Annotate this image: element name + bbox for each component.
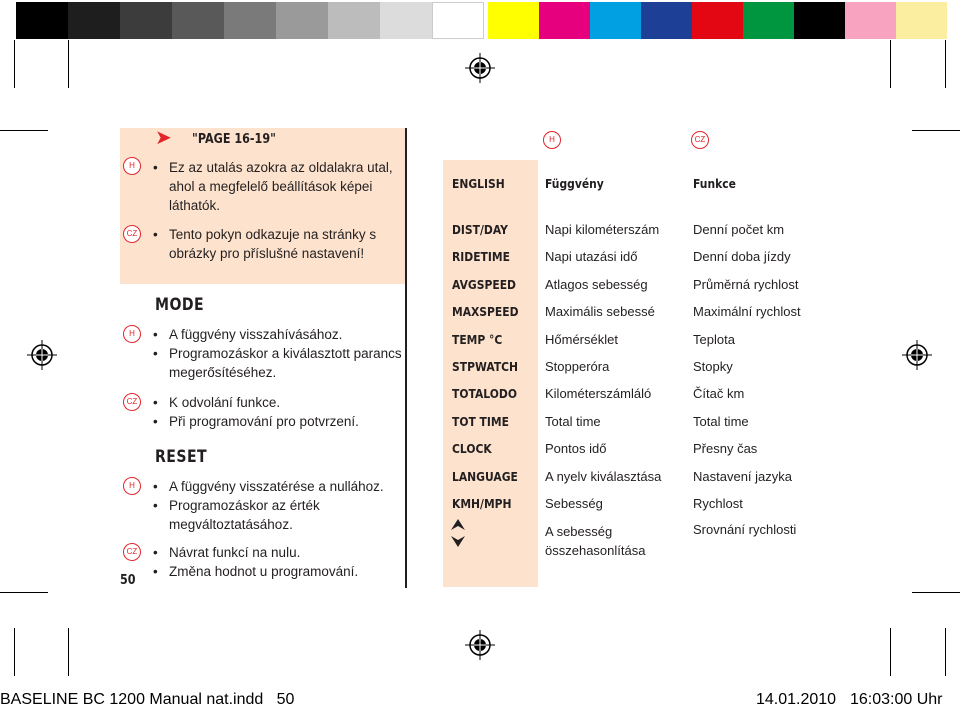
list-item-text: Změna hodnot u programování. xyxy=(169,564,359,579)
bullet: • xyxy=(153,545,158,560)
gray-swatch xyxy=(224,2,276,39)
gray-swatch xyxy=(68,2,120,39)
cell-hungarian: Napi utazási idő xyxy=(545,249,638,265)
footer-date: 14.01.2010 xyxy=(756,691,837,708)
bullet: • xyxy=(153,395,158,410)
mode-h-list xyxy=(153,325,403,382)
list-item-text: A függvény visszahívásához. xyxy=(169,327,343,342)
cell-czech: Rychlost xyxy=(693,496,743,511)
cell-czech: Denní doba jízdy xyxy=(693,249,791,265)
bullet: • xyxy=(153,327,158,342)
footer-time: 16:03:00 Uhr xyxy=(850,691,943,708)
list-item-text: A függvény visszatérése a nullához. xyxy=(169,479,384,494)
cell-czech: Teplota xyxy=(693,331,735,347)
gray-swatch xyxy=(328,2,380,39)
cell-english: DIST/DAY xyxy=(452,222,508,237)
color-swatch xyxy=(794,2,845,39)
color-swatch xyxy=(896,2,947,39)
bullet: • xyxy=(153,414,158,429)
gray-swatch xyxy=(172,2,224,39)
cell-english: RIDETIME xyxy=(452,249,510,265)
bullet: • xyxy=(153,227,158,242)
cell-english: AVGSPEED xyxy=(452,276,516,292)
mode-cz-list xyxy=(153,393,403,431)
registration-mark-icon xyxy=(465,53,495,83)
list-item-text: Programozáskor az érték megváltoztatásához. xyxy=(169,498,320,532)
header-english: ENGLISH xyxy=(452,176,505,191)
hungarian-flag-icon: H xyxy=(123,157,141,175)
list-item xyxy=(153,562,403,581)
list-item-text: K odvolání funkce. xyxy=(169,395,281,410)
gray-swatch xyxy=(380,2,432,39)
czech-flag-icon: CZ xyxy=(691,131,709,149)
color-swatch xyxy=(641,2,692,39)
footer-file: BASELINE BC 1200 Manual nat.indd 50 xyxy=(0,691,295,708)
cell-hungarian: Total time xyxy=(545,413,601,429)
page-number: 50 xyxy=(120,573,136,588)
cell-english: LANGUAGE xyxy=(452,468,518,484)
intro-cz-text: Tento pokyn odkazuje na stránky s obrázky pro příslušné nastavení! xyxy=(169,227,377,261)
bullet: • xyxy=(153,346,158,361)
gray-swatch xyxy=(120,2,172,39)
cell-czech: Průměrná rychlost xyxy=(693,276,799,292)
reset-heading: RESET xyxy=(155,447,208,467)
cell-hungarian: Napi kilométerszám xyxy=(545,222,660,237)
cell-czech: Přesny čas xyxy=(693,441,758,457)
cell-english: STPWATCH xyxy=(452,359,519,374)
cell-english: TOTALODO xyxy=(452,386,517,402)
gray-swatch xyxy=(16,2,68,39)
cell-czech: Čítač km xyxy=(693,386,745,402)
intro-h-text: Ez az utalás azokra az oldalakra utal, ahol a megfelelő beállítások képei láthatók. xyxy=(169,160,393,213)
hungarian-flag-icon: H xyxy=(123,477,141,495)
list-item xyxy=(153,393,403,412)
compare-speed-h: A sebesség összehasonlítása xyxy=(545,524,646,558)
color-swatch xyxy=(488,2,539,39)
cell-english: KMH/MPH xyxy=(452,496,512,511)
header-hungarian: Függvény xyxy=(545,176,604,191)
cell-czech: Stopky xyxy=(693,359,733,374)
list-item xyxy=(153,496,403,534)
cell-hungarian: Maximális sebessé xyxy=(545,304,655,320)
compare-speed-cz: Srovnání rychlosti xyxy=(693,522,797,537)
bullet: • xyxy=(153,564,158,579)
list-item xyxy=(153,344,403,382)
cell-hungarian: Sebesség xyxy=(545,496,603,511)
registration-mark-icon xyxy=(27,340,57,370)
cell-english: CLOCK xyxy=(452,441,492,457)
cell-czech: Denní počet km xyxy=(693,222,785,237)
hungarian-flag-icon: H xyxy=(123,325,141,343)
cell-hungarian: Stopperóra xyxy=(545,359,610,374)
reset-cz-list xyxy=(153,543,403,581)
column-divider xyxy=(405,128,407,588)
bullet: • xyxy=(153,479,158,494)
list-item xyxy=(153,477,403,496)
cell-hungarian: Kilométerszámláló xyxy=(545,386,652,402)
cell-english: MAXSPEED xyxy=(452,304,519,320)
gray-swatch xyxy=(432,2,484,39)
color-swatch xyxy=(590,2,641,39)
registration-mark-icon xyxy=(465,630,495,660)
cell-czech: Nastavení jazyka xyxy=(693,468,792,484)
header-czech: Funkce xyxy=(693,176,736,191)
list-item xyxy=(153,543,403,562)
cell-czech: Maximální rychlost xyxy=(693,304,801,320)
color-swatch xyxy=(539,2,590,39)
gray-swatch xyxy=(276,2,328,39)
color-swatch xyxy=(692,2,743,39)
registration-mark-icon xyxy=(902,340,932,370)
color-swatch xyxy=(845,2,896,39)
cell-hungarian: A nyelv kiválasztása xyxy=(545,468,662,484)
color-swatch xyxy=(743,2,794,39)
cell-english: TEMP °C xyxy=(452,331,503,347)
czech-flag-icon: CZ xyxy=(123,543,141,561)
list-item-text: Při programování pro potvrzení. xyxy=(169,414,359,429)
list-item xyxy=(153,412,403,431)
list-item-text: Návrat funkcí na nulu. xyxy=(169,545,301,560)
cell-hungarian: Pontos idő xyxy=(545,441,607,457)
bullet: • xyxy=(153,160,158,175)
cell-hungarian: Atlagos sebesség xyxy=(545,276,648,292)
list-item xyxy=(153,325,403,344)
cell-hungarian: Hőmérséklet xyxy=(545,331,618,347)
bullet: • xyxy=(153,498,158,513)
list-item-text: Programozáskor a kiválasztott parancs megerősítéséhez. xyxy=(169,346,402,380)
czech-flag-icon: CZ xyxy=(123,393,141,411)
up-down-arrow-icon xyxy=(450,518,466,548)
reset-h-list xyxy=(153,477,403,534)
hungarian-flag-icon: H xyxy=(543,131,561,149)
cell-english: TOT TIME xyxy=(452,413,509,429)
czech-flag-icon: CZ xyxy=(123,225,141,243)
arrow-right-icon: ➤ xyxy=(155,127,172,149)
mode-heading: MODE xyxy=(155,295,205,315)
cell-czech: Total time xyxy=(693,413,749,429)
page-reference: "PAGE 16-19" xyxy=(192,132,276,147)
